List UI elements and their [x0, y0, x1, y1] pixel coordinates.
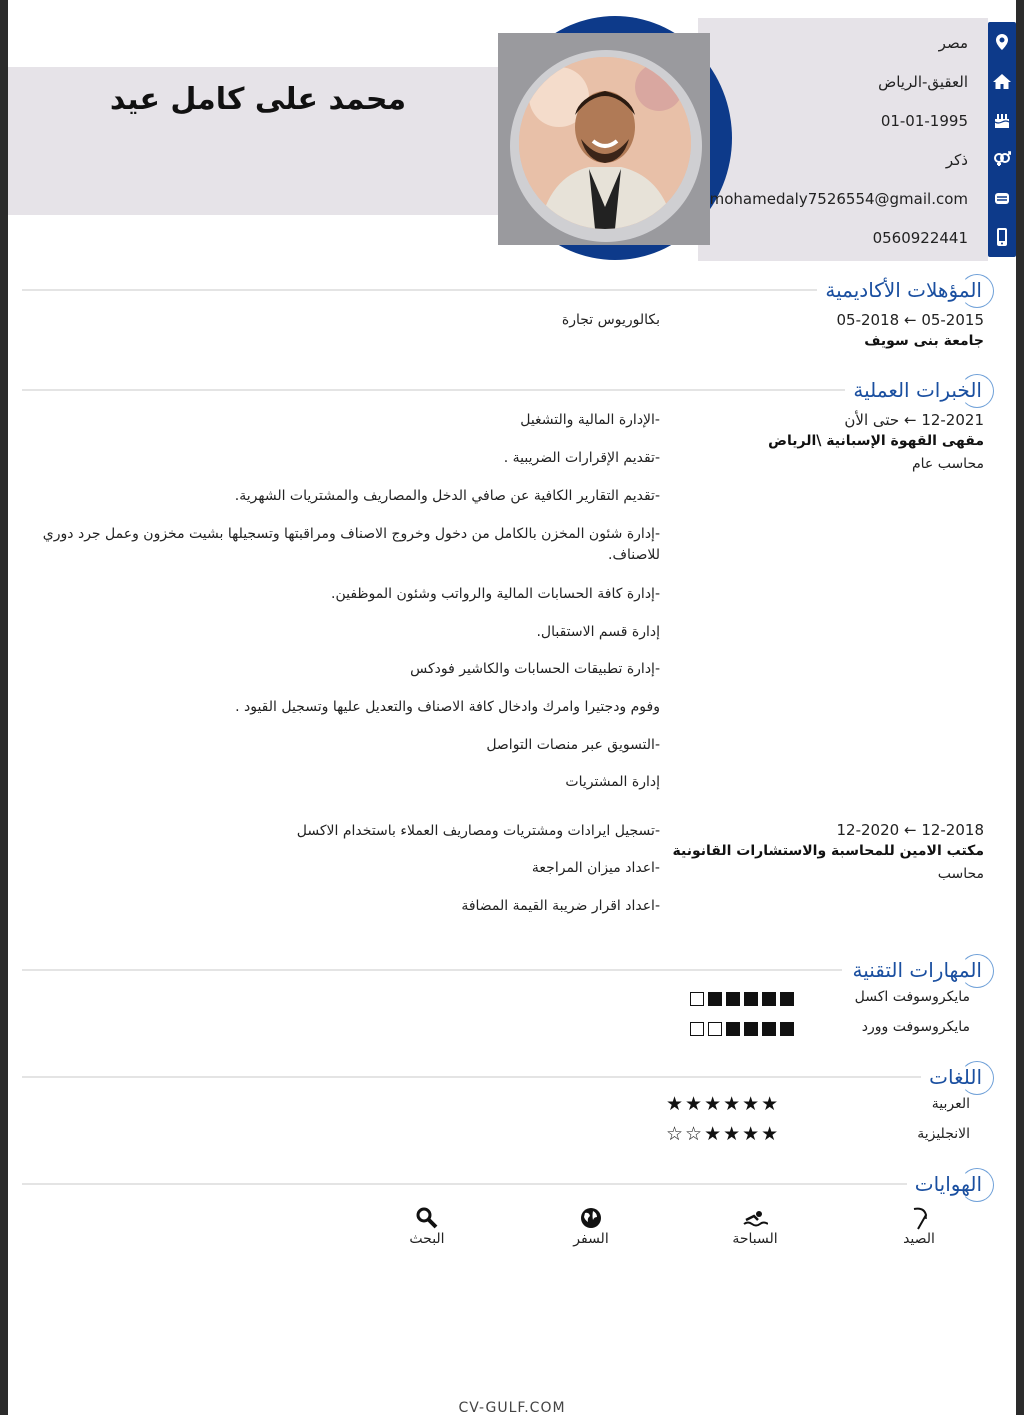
- education-degree: بكالوريوس تجارة: [561, 312, 660, 328]
- skill-level-box: [690, 992, 704, 1006]
- cv-page: [8, 0, 1016, 1415]
- experience-1-role: محاسب عام: [911, 456, 984, 472]
- section-title-experience: الخبرات العملية: [845, 378, 986, 402]
- experience-1-item: إدارة المشتريات: [565, 774, 660, 790]
- language-name: الانجليزية: [917, 1126, 970, 1142]
- experience-1-item: -إدارة شئون المخزن بالكامل من دخول وخروج الاصناف ومراقبتها وتسجيلها بشيت مخزون وعمل جرد دوري للاصناف.: [42, 526, 660, 563]
- experience-1-item: -إدارة كافة الحسابات المالية والرواتب وشئون الموظفين.: [331, 586, 660, 602]
- experience-2-dates: 12-2018 ← 12-2020: [836, 821, 984, 839]
- education-school: جامعة بنى سويف: [864, 333, 984, 349]
- skill-level-box: [762, 1022, 776, 1036]
- divider: [22, 289, 822, 291]
- contact-address: العقيق-الرياض: [878, 73, 968, 91]
- experience-1-item: وفوم ودجتيرا وامرك وادخال كافة الاصناف والتعديل عليها وتسجيل القيود .: [235, 699, 660, 715]
- experience-1-item: إدارة قسم الاستقبال.: [536, 624, 660, 640]
- divider: [22, 969, 842, 971]
- skill-level-meter: [690, 1022, 794, 1036]
- home-icon: [988, 67, 1016, 95]
- experience-2-org: مكتب الامين للمحاسبة والاستشارات القانونية: [672, 843, 984, 859]
- contact-icon-column: [988, 22, 1016, 257]
- arrow-left-icon: ←: [899, 311, 917, 329]
- experience-2-item: -اعداد اقرار ضريبة القيمة المضافة: [461, 898, 660, 914]
- location-icon: [988, 28, 1016, 56]
- experience-1-item: -التسويق عبر منصات التواصل: [486, 737, 660, 753]
- hobby-travel: السفر: [546, 1205, 636, 1247]
- email-icon: [988, 184, 1016, 212]
- section-title-skills: المهارات التقنية: [844, 958, 986, 982]
- divider: [22, 1183, 912, 1185]
- contact-gender: ذكر: [945, 151, 968, 169]
- skill-name: مايكروسوفت وورد: [861, 1019, 970, 1035]
- experience-2-role: محاسب: [937, 866, 984, 882]
- skill-name: مايكروسوفت اكسل: [854, 989, 970, 1005]
- language-name: العربية: [931, 1096, 970, 1112]
- skill-level-box: [708, 1022, 722, 1036]
- skill-level-box: [726, 1022, 740, 1036]
- section-title-hobbies: الهوايات: [907, 1172, 986, 1196]
- experience-2-item: -تسجيل ايرادات ومشتريات ومصاريف العملاء باستخدام الاكسل: [296, 823, 660, 839]
- skill-level-box: [708, 992, 722, 1006]
- hobby-swimming: السباحة: [710, 1205, 800, 1247]
- language-rating-stars: ★★★★★★: [666, 1093, 781, 1115]
- divider: [22, 1076, 922, 1078]
- skill-level-box: [762, 992, 776, 1006]
- contact-email[interactable]: mohamedaly7526554@gmail.com: [709, 190, 968, 208]
- skill-level-box: [744, 992, 758, 1006]
- experience-1-item: -إدارة تطبيقات الحسابات والكاشير فودكس: [410, 661, 660, 677]
- arrow-left-icon: ←: [899, 411, 917, 429]
- experience-1-dates: 12-2021 ← حتى الأن: [844, 411, 984, 429]
- skill-level-box: [690, 1022, 704, 1036]
- arrow-left-icon: ←: [899, 821, 917, 839]
- education-dates: 05-2015 ← 05-2018: [836, 311, 984, 329]
- skill-level-box: [726, 992, 740, 1006]
- skill-level-meter: [690, 992, 794, 1006]
- phone-icon: [988, 223, 1016, 251]
- skill-level-box: [780, 992, 794, 1006]
- search-icon: [382, 1205, 472, 1231]
- person-name: محمد على كامل عيد: [109, 82, 407, 117]
- experience-1-item: -تقديم الإقرارات الضريبية .: [503, 450, 660, 466]
- experience-1-item: -تقديم التقارير الكافية عن صافي الدخل والمصاريف والمشتريات الشهرية.: [234, 488, 660, 504]
- swimming-icon: [710, 1205, 800, 1231]
- fishing-icon: [874, 1205, 964, 1231]
- skill-level-box: [780, 1022, 794, 1036]
- hobby-fishing: الصيد: [874, 1205, 964, 1247]
- section-title-languages: اللغات: [921, 1065, 986, 1089]
- gender-icon: [988, 145, 1016, 173]
- hobby-research: البحث: [382, 1205, 472, 1247]
- experience-1-item: -الإدارة المالية والتشغيل: [520, 412, 660, 428]
- globe-icon: [546, 1205, 636, 1231]
- contact-birthdate: 01-01-1995: [880, 112, 968, 130]
- photo-frame: [498, 16, 724, 262]
- contact-phone: 0560922441: [872, 229, 968, 247]
- section-title-education: المؤهلات الأكاديمية: [817, 278, 986, 302]
- contact-country: مصر: [938, 34, 968, 52]
- footer-brand: CV-GULF.COM: [458, 1400, 566, 1415]
- experience-1-org: مقهى القهوة الإسبانية \الرياض: [768, 433, 984, 449]
- contact-panel: [698, 18, 988, 261]
- divider: [22, 389, 862, 391]
- experience-2-item: -اعداد ميزان المراجعة: [531, 860, 660, 876]
- birthday-cake-icon: [988, 106, 1016, 134]
- profile-photo: [519, 57, 691, 229]
- skill-level-box: [744, 1022, 758, 1036]
- language-rating-stars: ☆☆★★★★: [666, 1123, 781, 1145]
- page-edge: [1016, 0, 1024, 1415]
